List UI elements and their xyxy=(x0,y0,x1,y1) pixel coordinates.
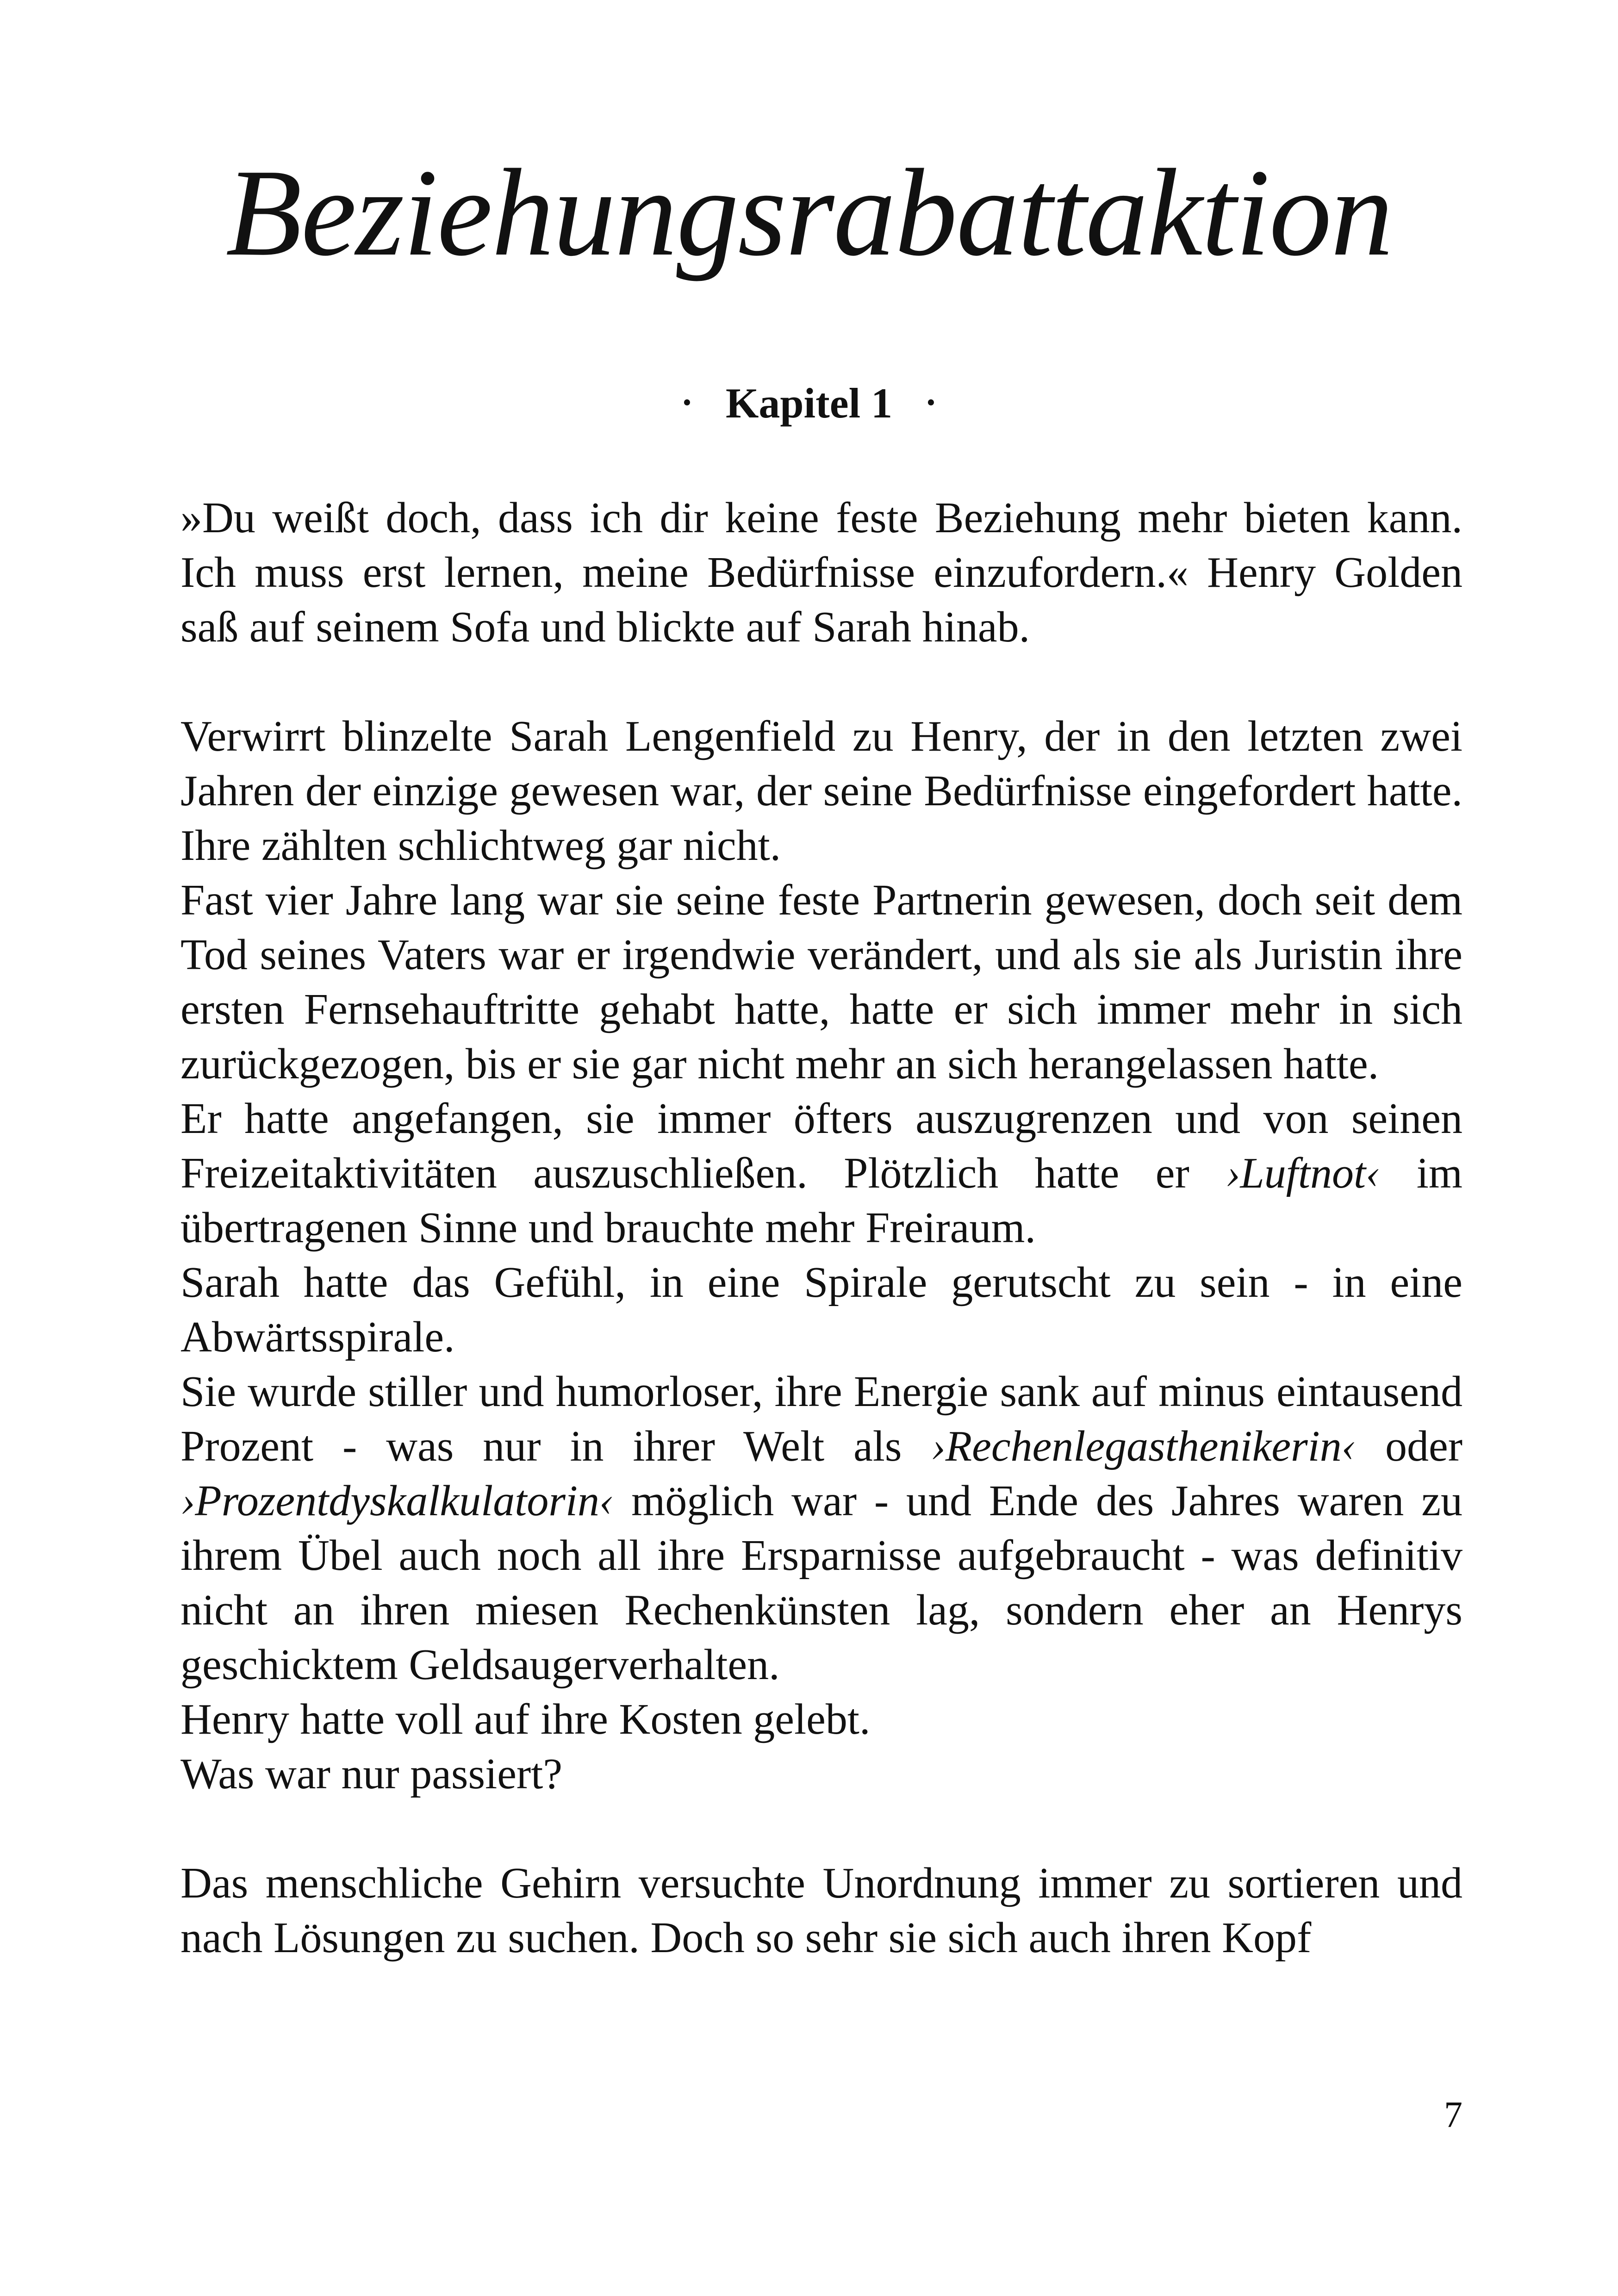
paragraph-9: Das menschliche Gehirn versuchte Unordnung immer zu sortieren und nach Lösungen zu suchen. Doch so sehr sie sich auch ihren Kopf xyxy=(180,1859,1462,1962)
emphasis-prozentdyskalkulatorin: ›Prozentdyskalkulatorin‹ xyxy=(180,1477,614,1525)
paragraph-2: Verwirrt blinzelte Sarah Lengenfield zu Henry, der in den letzten zwei Jahren der einzige gewesen war, der seine Bedürfnisse eingefordert hatte. Ihre zählten schlichtweg gar nicht. xyxy=(180,712,1462,870)
paragraph-6 xyxy=(180,1364,1462,1692)
paragraph-6-text-c: möglich war - und Ende des Jahres waren zu ihrem Übel auch noch all ihre Ersparnisse aufgebraucht - was definitiv nicht an ihren miesen Rechenkünsten lag, sondern eher an Henrys geschicktem Geldsaugerverhalten. xyxy=(180,1477,1462,1689)
paragraph-8: Was war nur passiert? xyxy=(180,1750,563,1798)
chapter-bullet-right: · xyxy=(925,382,937,423)
paragraph-6-text-b: oder xyxy=(1356,1422,1462,1470)
chapter-heading xyxy=(0,375,1618,431)
chapter-bullet-left: · xyxy=(681,382,693,423)
paragraph-4-text-b: im übertragenen Sinne und brauchte mehr Freiraum. xyxy=(180,1149,1463,1252)
emphasis-rechenlegasthenikerin: ›Rechenlegasthenikerin‹ xyxy=(931,1422,1357,1470)
paragraph-3: Fast vier Jahre lang war sie seine feste Partnerin gewesen, doch seit dem Tod seines Vaters war er irgendwie verändert, und als sie als Juristin ihre ersten Fernsehauftritte gehabt hatte, hatte er sich immer mehr in sich zurückgezogen, bis er sie gar nicht mehr an sich herangelassen hatte. xyxy=(180,876,1462,1088)
body-text xyxy=(180,491,1462,1965)
paragraph-1: »Du weißt doch, dass ich dir keine feste Beziehung mehr bieten kann. Ich muss erst lernen, meine Bedürfnisse einzufordern.« Henry Golden saß auf seinem Sofa und blickte auf Sarah hinab. xyxy=(180,494,1462,651)
paragraph-6-text-a: Sie wurde stiller und humorloser, ihre Energie sank auf minus eintausend Prozent - was nur in ihrer Welt als xyxy=(180,1368,1462,1470)
paragraph-7: Henry hatte voll auf ihre Kosten gelebt. xyxy=(180,1695,871,1743)
paragraph-5: Sarah hatte das Gefühl, in eine Spirale gerutscht zu sein - in eine Abwärtsspirale. xyxy=(180,1258,1462,1361)
chapter-label: Kapitel 1 xyxy=(725,380,893,427)
emphasis-luftnot: ›Luftnot‹ xyxy=(1226,1149,1381,1197)
paragraph-4-text-a: Er hatte angefangen, sie immer öfters auszugrenzen und von seinen Freizeitaktivitäten auszuschließen. Plötzlich hatte er xyxy=(180,1095,1462,1197)
paragraph-4 xyxy=(180,1091,1462,1255)
page-number: 7 xyxy=(1444,2095,1462,2135)
chapter-title: Beziehungsrabattaktion xyxy=(225,143,1393,282)
